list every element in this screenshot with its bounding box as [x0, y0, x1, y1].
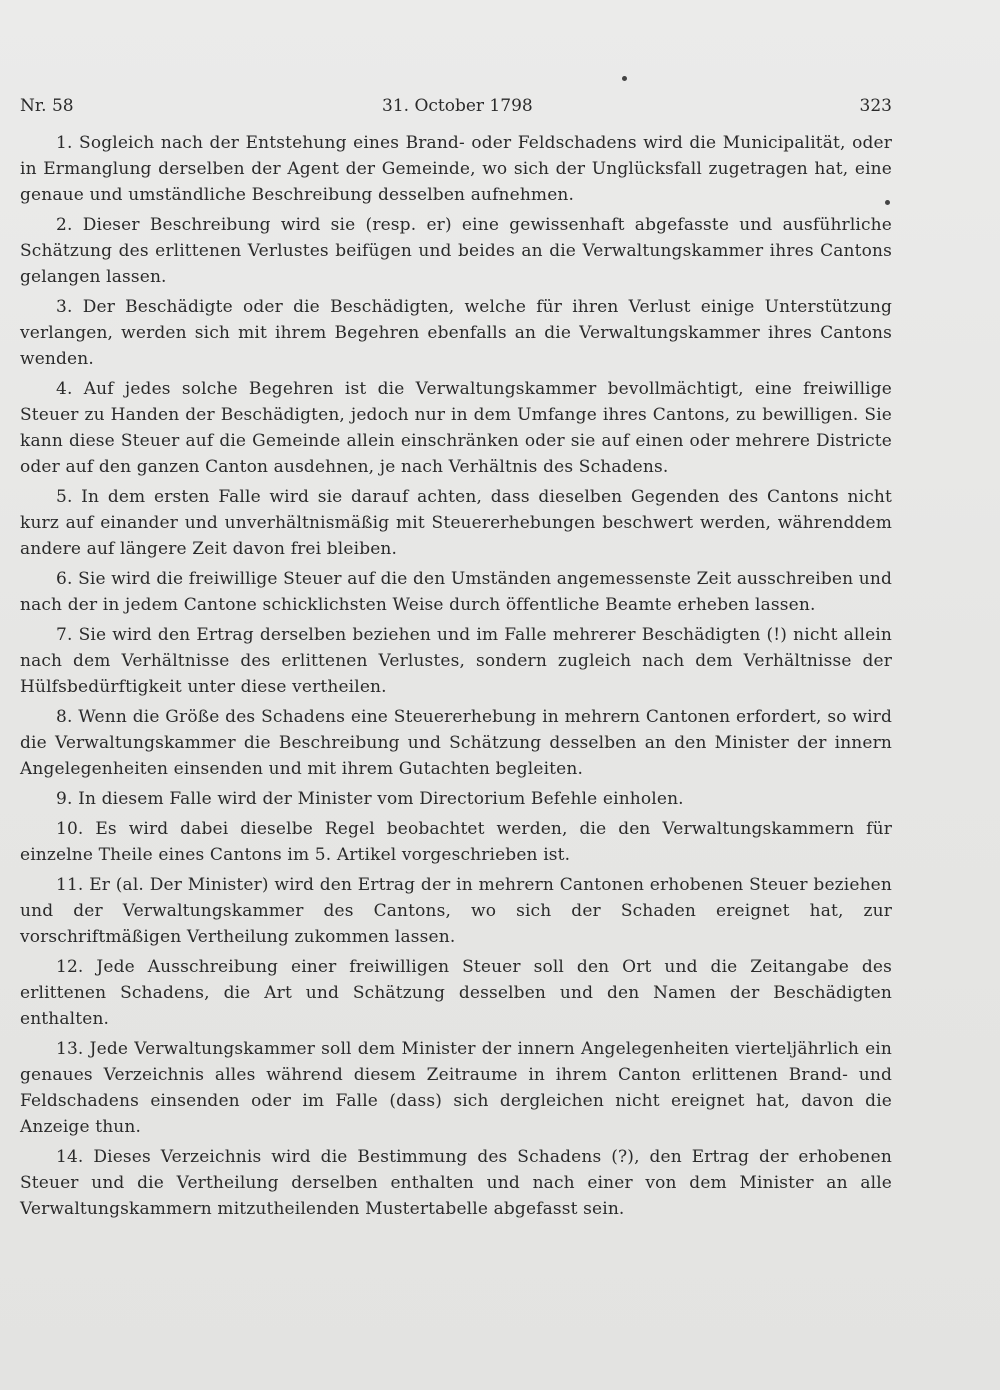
- document-date: 31. October 1798: [382, 96, 533, 116]
- article-6: 6. Sie wird die freiwillige Steuer auf die den Umständen angemessenste Zeit ausschreiben und nach der in jedem Cantone schicklichsten Weise durch öffentliche Beamte erheben lassen.: [20, 569, 892, 615]
- article-5: 5. In dem ersten Falle wird sie darauf achten, dass dieselben Gegenden des Cantons nicht kurz auf einander und unverhältnismäßig mit Steuererhebungen beschwert werden, währenddem andere auf längere Zeit davon frei bleiben.: [20, 487, 892, 559]
- article-3: 3. Der Beschädigte oder die Beschädigten, welche für ihren Verlust einige Unterstützung verlangen, werden sich mit ihrem Begehren ebenfalls an die Verwaltungskammer ihres Cantons wenden.: [20, 297, 892, 369]
- ink-speck: [622, 76, 627, 81]
- article-13: 13. Jede Verwaltungskammer soll dem Minister der innern Angelegenheiten vierteljährlich ein genaues Verzeichnis alles während diesem Zeitraume in ihrem Canton erlittenen Brand- und Feldschadens einsenden oder im Falle (dass) sich dergleichen nicht ereignet hat, davon die Anzeige thun.: [20, 1039, 892, 1137]
- article-4: 4. Auf jedes solche Begehren ist die Verwaltungskammer bevollmächtigt, eine freiwillige Steuer zu Handen der Beschädigten, jedoch nur in dem Umfange ihres Cantons, zu bewilligen. Sie kann diese Steuer auf die Gemeinde allein einschränken oder sie auf einen oder mehrere Districte oder auf den ganzen Canton ausdehnen, je nach Verhältnis des Schadens.: [20, 379, 892, 477]
- article-8: 8. Wenn die Größe des Schadens eine Steuererhebung in mehrern Cantonen erfordert, so wird die Verwaltungskammer die Beschreibung und Schätzung desselben an den Minister der innern Angelegenheiten einsenden und mit ihrem Gutachten begleiten.: [20, 707, 892, 779]
- body-text: [20, 130, 892, 1226]
- article-11: 11. Er (al. Der Minister) wird den Ertrag der in mehrern Cantonen erhobenen Steuer beziehen und der Verwaltungskammer des Cantons, wo sich der Schaden ereignet hat, zur vorschriftmäßigen Vertheilung zukommen lassen.: [20, 875, 892, 947]
- article-1: 1. Sogleich nach der Entstehung eines Brand- oder Feldschadens wird die Municipalität, oder in Ermanglung derselben der Agent der Gemeinde, wo sich der Unglücksfall zugetragen hat, eine genaue und umständliche Beschreibung desselben aufnehmen.: [20, 133, 892, 205]
- article-12: 12. Jede Ausschreibung einer freiwilligen Steuer soll den Ort und die Zeitangabe des erlittenen Schadens, die Art und Schätzung desselben und den Namen der Beschädigten enthalten.: [20, 957, 892, 1029]
- article-14: 14. Dieses Verzeichnis wird die Bestimmung des Schadens (?), den Ertrag der erhobenen Steuer und die Vertheilung derselben enthalten und nach einer von dem Minister an alle Verwaltungskammern mitzutheilenden Mustertabelle abgefasst sein.: [20, 1147, 892, 1219]
- page-number: 323: [859, 96, 892, 116]
- article-7: 7. Sie wird den Ertrag derselben beziehen und im Falle mehrerer Beschädigten (!) nicht allein nach dem Verhältnisse des erlittenen Verlustes, sondern zugleich nach dem Verhältnisse der Hülfsbedürftigkeit unter diese vertheilen.: [20, 625, 892, 697]
- document-number: Nr. 58: [20, 96, 74, 116]
- article-10: 10. Es wird dabei dieselbe Regel beobachtet werden, die den Verwaltungskammern für einzelne Theile eines Cantons im 5. Artikel vorgeschrieben ist.: [20, 819, 892, 865]
- article-9: 9. In diesem Falle wird der Minister vom Directorium Befehle einholen.: [56, 789, 684, 809]
- running-head: [20, 96, 892, 120]
- article-2: 2. Dieser Beschreibung wird sie (resp. er) eine gewissenhaft abgefasste und ausführliche Schätzung des erlittenen Verlustes beifügen und beides an die Verwaltungskammer ihres Cantons gelangen lassen.: [20, 215, 892, 287]
